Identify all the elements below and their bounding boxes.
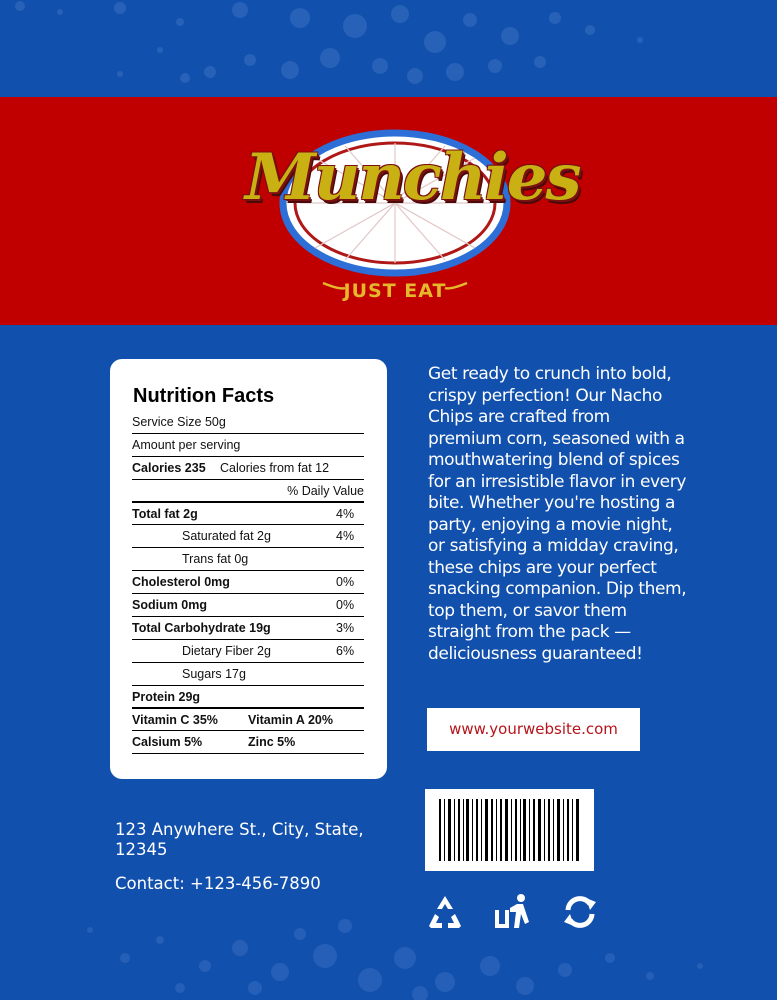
service-size-row [132, 411, 364, 434]
nutrient-row [132, 548, 364, 571]
brand-logo [245, 118, 580, 308]
barcode [425, 789, 594, 871]
recycle-icon [425, 892, 465, 932]
service-size: Service Size 50g [132, 415, 226, 429]
nutrition-title: Nutrition Facts [133, 385, 275, 407]
nutrient-value: 3% [336, 621, 355, 636]
address: 123 Anywhere St., City, State, 12345 [115, 820, 364, 859]
nutrient-label: Total fat 2g [132, 506, 198, 521]
nutrient-value: 0% [336, 575, 355, 590]
daily-value-row [132, 480, 364, 503]
vitamin-label: Vitamin C 35% [132, 712, 218, 727]
barcode-graphic [425, 789, 594, 871]
vitamin-label: Calsium 5% [132, 735, 203, 750]
vitamin-row [132, 731, 364, 754]
brand-name: Munchies [245, 140, 580, 215]
refresh-icon [560, 892, 600, 932]
nutrient-row [132, 640, 364, 663]
dots-pattern-top [0, 0, 777, 97]
contact-phone: Contact: +123-456-7890 [115, 874, 321, 893]
vitamin-label: Zinc 5% [248, 735, 296, 750]
nutrient-value: 6% [336, 643, 355, 658]
nutrient-label: Saturated fat 2g [182, 529, 271, 544]
daily-value-header: % Daily Value [287, 483, 364, 498]
nutrient-value: 0% [336, 598, 355, 613]
nutrient-row [132, 525, 364, 548]
nutrient-label: Dietary Fiber 2g [182, 643, 271, 658]
vitamin-row [132, 709, 364, 732]
nutrient-row [132, 663, 364, 686]
calories: Calories 235 [132, 460, 206, 475]
dispose-properly-icon [493, 892, 533, 932]
vitamin-label: Vitamin A 20% [248, 712, 333, 727]
nutrient-label: Trans fat 0g [182, 552, 249, 567]
website-link[interactable]: www.yourwebsite.com [427, 708, 640, 751]
calories-row [132, 457, 364, 480]
nutrient-value: 4% [336, 506, 355, 521]
amount-row [132, 434, 364, 457]
nutrient-label: Total Carbohydrate 19g [132, 621, 271, 636]
product-description: Get ready to crunch into bold, crispy perfection! Our Nacho Chips are crafted from premium corn, seasoned with a mouthwatering blend of spices for an irresistible flavor in every bite. Whether you're hosting a party, enjoying a movie night, or satisfying a midday craving, these chips are your perfect snacking companion. Dip them, top them, or savor them straight from the pack — deliciousness guaranteed! [428, 364, 687, 664]
nutrition-facts-panel [110, 359, 387, 779]
amount-per-serving: Amount per serving [132, 437, 241, 452]
calories-from-fat: Calories from fat 12 [220, 460, 330, 475]
nutrient-value: 4% [336, 529, 355, 544]
nutrient-label: Sodium 0mg [132, 598, 208, 613]
nutrient-label: Sugars 17g [182, 666, 246, 681]
brand-tagline: JUST EAT [343, 280, 447, 302]
nutrient-row [132, 503, 364, 526]
nutrient-label: Cholesterol 0mg [132, 575, 230, 590]
nutrient-row [132, 617, 364, 640]
nutrient-label: Protein 29g [132, 689, 201, 704]
nutrient-row [132, 594, 364, 617]
nutrient-row [132, 686, 364, 709]
nutrient-row [132, 571, 364, 594]
